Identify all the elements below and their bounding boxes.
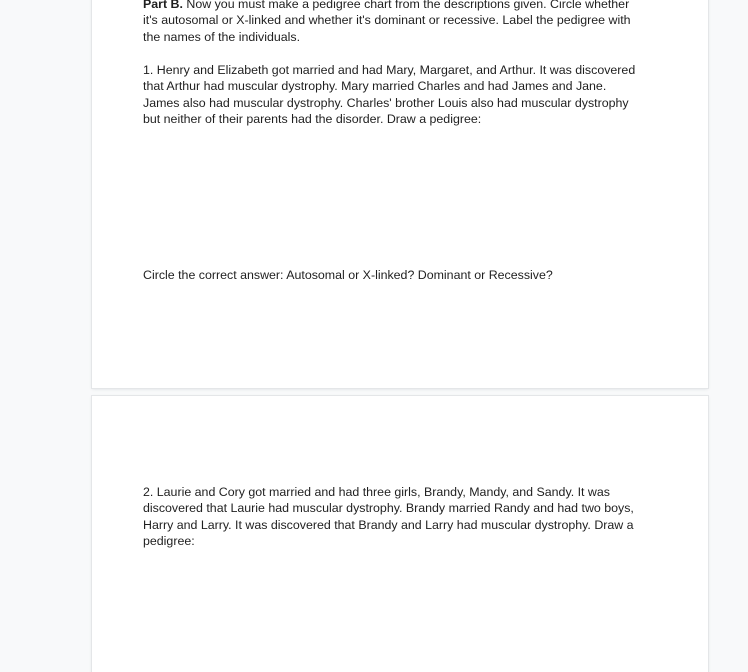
part-b-label: Part B. <box>143 0 183 11</box>
question-1-drawing-area <box>143 130 643 255</box>
part-b-intro-text: Now you must make a pedigree chart from the descriptions given. Circle whether it's autosomal or X-linked and whether it's dominant or recessive. Label the pedigree with the names of the individuals. <box>143 0 631 44</box>
question-2-drawing-area <box>143 546 643 672</box>
question-1-answer-prompt: Circle the correct answer: Autosomal or X-linked? Dominant or Recessive? <box>143 268 553 282</box>
document-page-2 <box>92 396 708 672</box>
part-b-instructions <box>143 0 643 45</box>
question-1-text: 1. Henry and Elizabeth got married and had Mary, Margaret, and Arthur. It was discovered that Arthur had muscular dystrophy. Mary married Charles and had James and Jane. James also had muscular dystrophy. Charles' brother Louis also had muscular dystrophy but neither of their parents had the disorder. Draw a pedigree: <box>143 63 636 127</box>
question-2-text: 2. Laurie and Cory got married and had three girls, Brandy, Mandy, and Sandy. It was discovered that Laurie had muscular dystrophy. Brandy married Randy and had two boys, Harry and Larry. It was discovered that Brandy and Larry had muscular dystrophy. Draw a pedigree: <box>143 485 634 549</box>
document-page-1 <box>92 0 708 388</box>
